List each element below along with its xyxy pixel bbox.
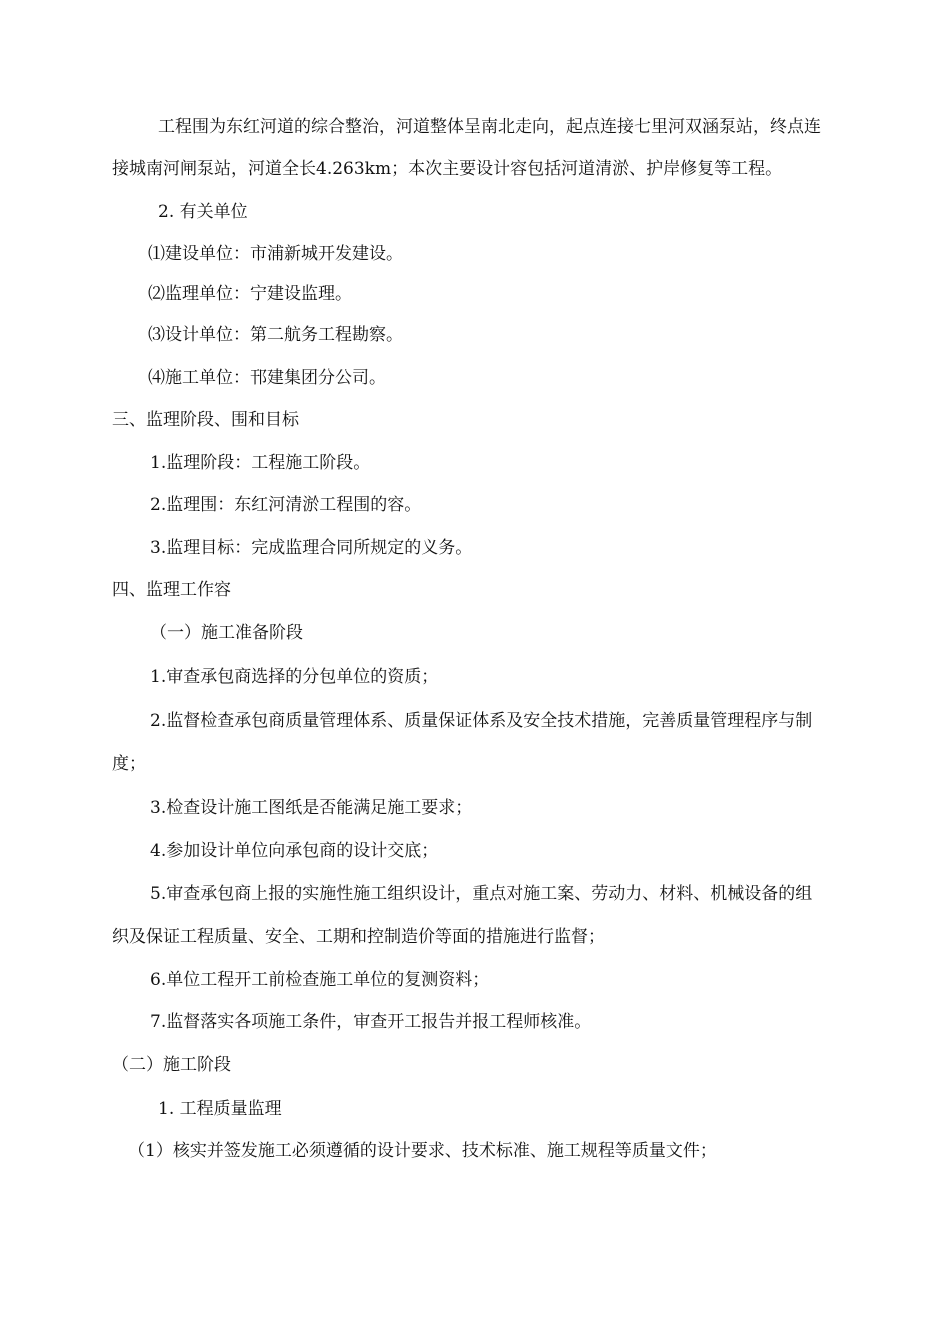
prep-item-6: 6.单位工程开工前检查施工单位的复测资料； xyxy=(150,970,490,990)
unit-item-construction-owner: ⑴建设单位：市浦新城开发建设。 xyxy=(148,244,403,264)
prep-item-5-line-1: 5.审查承包商上报的实施性施工组织设计，重点对施工案、劳动力、材料、机械设备的组 xyxy=(150,884,813,904)
prep-stage-heading: （一）施工准备阶段 xyxy=(150,623,303,643)
prep-item-7: 7.监督落实各项施工条件，审查开工报告并报工程师核准。 xyxy=(150,1012,592,1032)
intro-paragraph-line-2: 接城南河闸泵站，河道全长4.263km；本次主要设计容包括河道清淤、护岸修复等工程。 xyxy=(112,159,783,179)
unit-item-supervisor: ⑵监理单位：宁建设监理。 xyxy=(148,284,352,304)
section-3-item-3: 3.监理目标：完成监理合同所规定的义务。 xyxy=(150,538,473,558)
section-2-heading: 2. 有关单位 xyxy=(158,202,248,222)
section-3-item-1: 1.监理阶段：工程施工阶段。 xyxy=(150,453,371,473)
prep-item-1: 1.审查承包商选择的分包单位的资质； xyxy=(150,667,439,687)
unit-item-designer: ⑶设计单位：第二航务工程勘察。 xyxy=(148,325,403,345)
section-3-item-2: 2.监理围：东红河清淤工程围的容。 xyxy=(150,495,422,515)
quality-item-1: （1）核实并签发施工必须遵循的设计要求、技术标准、施工规程等质量文件； xyxy=(128,1141,717,1161)
quality-supervision-heading: 1. 工程质量监理 xyxy=(158,1099,282,1119)
unit-item-contractor: ⑷施工单位：邗建集团分公司。 xyxy=(148,368,386,388)
prep-item-2-line-1: 2.监督检查承包商质量管理体系、质量保证体系及安全技术措施，完善质量管理程序与制 xyxy=(150,711,813,731)
intro-paragraph-line-1: 工程围为东红河道的综合整治，河道整体呈南北走向，起点连接七里河双涵泵站，终点连 xyxy=(158,117,821,137)
construction-stage-heading: （二）施工阶段 xyxy=(112,1055,231,1075)
prep-item-4: 4.参加设计单位向承包商的设计交底； xyxy=(150,841,439,861)
prep-item-3: 3.检查设计施工图纸是否能满足施工要求； xyxy=(150,798,473,818)
prep-item-2-line-2: 度； xyxy=(112,754,146,774)
section-3-heading: 三、监理阶段、围和目标 xyxy=(112,410,299,430)
prep-item-5-line-2: 织及保证工程质量、安全、工期和控制造价等面的措施进行监督； xyxy=(112,927,605,947)
section-4-heading: 四、监理工作容 xyxy=(112,580,231,600)
